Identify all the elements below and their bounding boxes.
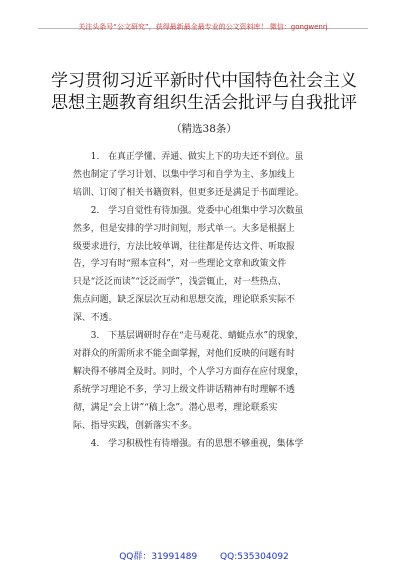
text-line: 焦点问题，缺乏深层次互动和思想交流，理论联系实际不	[73, 295, 295, 306]
qq-number: QQ:535304092	[220, 552, 289, 562]
text-line: 解决得不够周全及时。同时，个人学习方面存在应付现象，	[73, 366, 304, 377]
paragraph-3	[73, 328, 335, 435]
text-line: 告，学习有时“照本宣科”，对一些理论文章和政策文件	[73, 259, 287, 270]
text-line: 然也制定了学习计划、以集中学习和自学为主、多加线上	[73, 169, 295, 180]
footer	[0, 549, 408, 562]
document-subtitle: （精选38条）	[171, 123, 237, 135]
title-line-1: 学习贯彻习近平新时代中国特色社会主义	[51, 71, 357, 91]
qq-group: QQ群：31991489	[119, 552, 198, 562]
text-line: 际、指导实践，创新落实不多。	[73, 420, 198, 431]
text-line: 级要求进行，方法比较单调，往往都是传达文件、听取报	[73, 241, 295, 252]
text-line: 彻，满足“会上讲”“稿上念”。潜心思考，理论联系实	[73, 402, 278, 413]
text-line: 4. 学习积极性有待增强。有的思想不够重视，集体学	[90, 438, 304, 449]
text-line: 3. 下基层调研时存在“走马观花、蜻蜓点水”的现象，	[90, 331, 304, 342]
text-line: 只是“泛泛而读”“泛泛而学”，浅尝辄止，对一些热点、	[73, 277, 287, 288]
paragraph-4	[73, 436, 335, 454]
text-line: 深、不透。	[73, 313, 118, 324]
banner-text: 关注头条号“公文研究”，获得最新最全最专业的公文资料库！ 微信：gongwenrj	[78, 23, 328, 31]
document-title	[30, 70, 378, 114]
text-line: 对群众的所需所求不能全面掌握，对他们反映的问题有时	[73, 348, 295, 359]
paragraph-1	[73, 149, 335, 203]
text-line: 系统学习理论不多，学习上级文件讲话精神有时理解不透	[73, 384, 295, 395]
document-body	[73, 149, 335, 453]
top-banner	[38, 14, 368, 29]
text-line: 1. 在真正学懂、弄通、做实上下的功夫还不到位。虽	[90, 152, 304, 162]
title-line-2: 思想主题教育组织生活会批评与自我批评	[51, 93, 357, 113]
text-line: 2. 学习自觉性有待加强。党委中心组集中学习次数虽	[90, 205, 304, 216]
text-line: 然多，但是安排的学习时间短，形式单一。大多是根据上	[73, 223, 295, 234]
paragraph-2	[73, 203, 335, 328]
text-line: 培训、订阅了相关书籍资料，但更多还是满足于书面理论。	[73, 187, 304, 198]
